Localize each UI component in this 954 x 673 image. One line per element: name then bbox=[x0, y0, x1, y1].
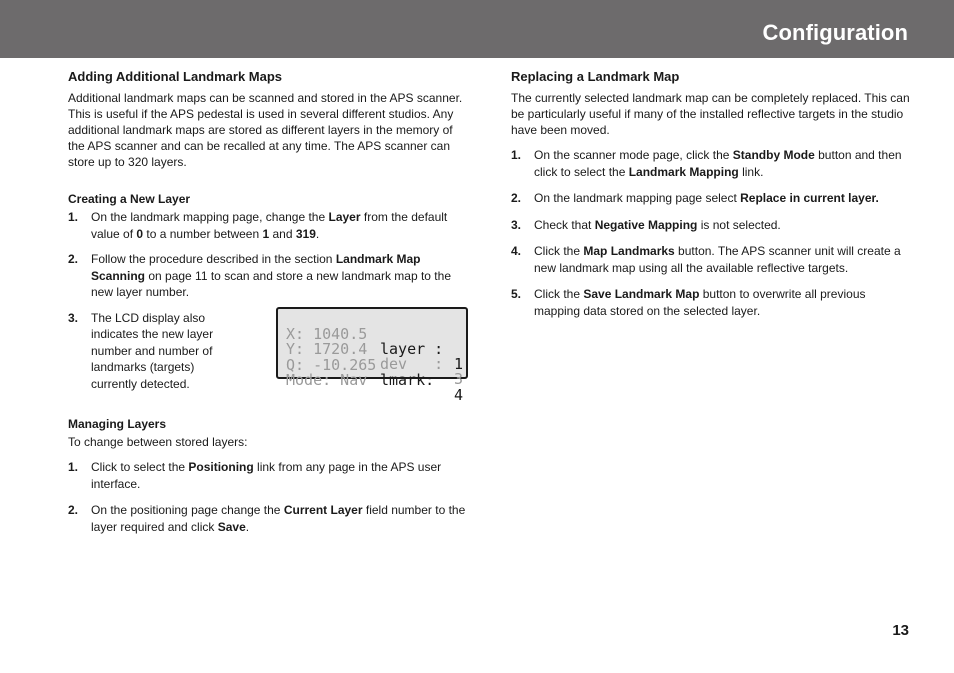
creating-step-1 bbox=[68, 209, 468, 242]
replacing-step-3 bbox=[511, 217, 911, 234]
lcd-lmark-value: 4 bbox=[454, 385, 464, 404]
replacing-step-2 bbox=[511, 190, 911, 207]
subsection-title-managing-layers: Managing Layers bbox=[68, 417, 167, 431]
step-number: 3. bbox=[68, 310, 79, 325]
lcd-mode-value: Mode: Nav bbox=[286, 371, 368, 389]
lcd-layer-value: 1 bbox=[454, 354, 464, 373]
step-number: 1. bbox=[68, 460, 79, 474]
step-text: On the landmark mapping page, change the Layer from the default value of 0 to a number between 1 and 319. bbox=[91, 210, 448, 241]
step-number: 2. bbox=[68, 503, 79, 517]
lcd-x-value: X: 1040.5 bbox=[286, 324, 368, 343]
creating-step-2 bbox=[68, 251, 468, 301]
step-number: 5. bbox=[511, 287, 522, 301]
step-number: 3. bbox=[511, 217, 522, 232]
creating-step-3-row bbox=[68, 310, 468, 404]
page-number: 13 bbox=[892, 622, 909, 639]
managing-step-1 bbox=[68, 459, 468, 492]
step-number: 4. bbox=[511, 244, 522, 258]
replacing-step-5 bbox=[511, 286, 911, 319]
replacing-step-4 bbox=[511, 243, 911, 276]
lcd-q-value: Q: -10.265 bbox=[286, 355, 377, 374]
step-number: 1. bbox=[511, 148, 522, 162]
lcd-dev-label: dev : bbox=[380, 355, 444, 373]
lcd-layer-label: layer : bbox=[380, 339, 444, 358]
lcd-lmark-label: lmark: bbox=[380, 370, 435, 389]
left-column bbox=[68, 66, 468, 535]
page-header bbox=[0, 0, 954, 58]
subsection-title-creating-layer: Creating a New Layer bbox=[68, 192, 191, 206]
section-title-replacing-map: Replacing a Landmark Map bbox=[511, 69, 680, 84]
step-text: Click the Map Landmarks button. The APS scanner unit will create a new landmark map using all the available reflective targets. bbox=[534, 244, 901, 275]
header-title: Configuration bbox=[762, 20, 908, 45]
step-text: On the scanner mode page, click the Standby Mode button and then click to select the Landmark Mapping link. bbox=[534, 148, 902, 179]
step-text: Follow the procedure described in the section Landmark Map Scanning on page 11 to scan and store a new landmark map to the new layer number. bbox=[91, 252, 451, 299]
step-text: The LCD display also indicates the new layer number and number of landmarks (targets) currently detected. bbox=[91, 310, 214, 391]
section-title-adding-maps: Adding Additional Landmark Maps bbox=[68, 69, 283, 84]
right-column bbox=[511, 66, 911, 319]
managing-step-2 bbox=[68, 502, 468, 535]
lcd-display bbox=[276, 307, 468, 404]
managing-intro: To change between stored layers: bbox=[68, 435, 248, 449]
lcd-y-value: Y: 1720.4 bbox=[286, 340, 368, 358]
adding-maps-intro: Additional landmark maps can be scanned and stored in the APS scanner. This is useful if the APS pedestal is used in several different studios. Any additional landmark maps are stored as different layers in the memory of the APS scanner and can be recalled at any time. The APS scanner can store up to 320 layers. bbox=[68, 91, 463, 169]
lcd-dev-value: 3 bbox=[454, 370, 464, 388]
step-text: Click to select the Positioning link from any page in the APS user interface. bbox=[91, 460, 442, 491]
step-text: Click the Save Landmark Map button to overwrite all previous mapping data stored on the selected layer. bbox=[534, 287, 866, 318]
creating-step-3 bbox=[68, 310, 238, 393]
replacing-intro: The currently selected landmark map can be completely replaced. This can be particularly useful if many of the installed reflective targets in the studio have been moved. bbox=[511, 91, 910, 137]
step-number: 2. bbox=[68, 252, 79, 266]
step-number: 1. bbox=[68, 210, 79, 224]
step-text: On the positioning page change the Current Layer field number to the layer required and click Save. bbox=[91, 503, 466, 534]
step-number: 2. bbox=[511, 191, 522, 205]
step-text: Check that Negative Mapping is not selected. bbox=[534, 217, 781, 232]
step-text: On the landmark mapping page select Replace in current layer. bbox=[534, 191, 879, 205]
replacing-step-1 bbox=[511, 147, 911, 180]
